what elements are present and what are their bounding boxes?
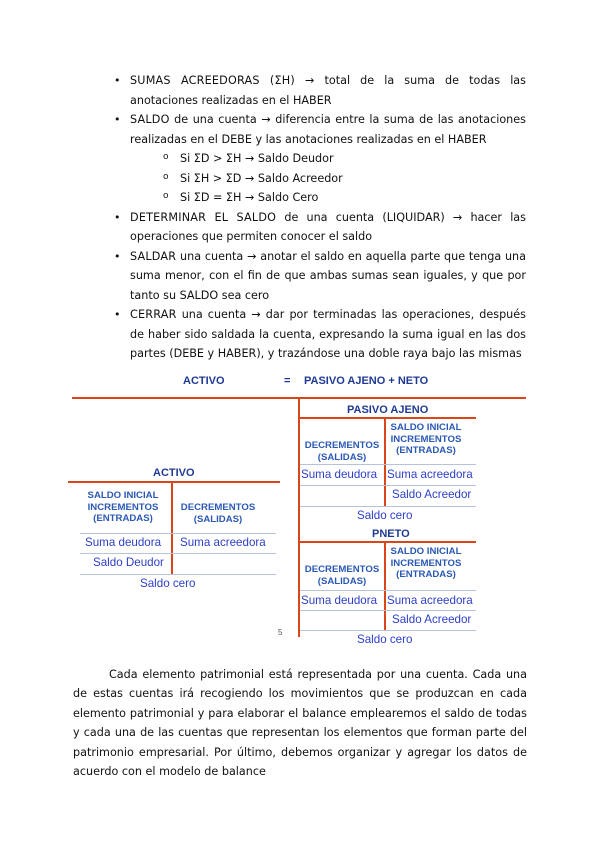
body-paragraph: Cada elemento patrimonial está representada por una cuenta. Cada una de estas cuentas irá recogiendo los movimientos que se produzcan en cada elemento patrimonial y para elaborar el balance emplearemos el saldo de todas y cada una de las cuentas que representan los elementos que forman parte del patrimonio empresarial. Por último, debemos organizar y agregar los datos de acuerdo con el modelo de balance [73, 668, 527, 779]
pasivo-saldo-cero: Saldo cero [357, 509, 413, 522]
activo-row-divider-3 [80, 574, 276, 575]
pneto-account-title: PNETO [372, 528, 410, 540]
pneto-divider [384, 541, 386, 631]
pneto-suma-acreedora: Suma acreedora [387, 594, 473, 607]
equation-pasivo-neto: PASIVO AJENO + NETO [304, 375, 429, 387]
equation-equals: = [284, 375, 291, 387]
pasivo-suma-deudora: Suma deudora [301, 468, 378, 481]
activo-debe-label: SALDO INICIAL INCREMENTOS (ENTRADAS) [87, 490, 159, 524]
pneto-debe-label: DECREMENTOS (SALIDAS) [304, 564, 380, 587]
activo-divider [171, 481, 173, 575]
saldo-case-deudor: o Si ΣD > ΣH → Saldo Deudor [180, 149, 526, 169]
bullet-sumas-acreedoras: • SUMAS ACREEDORAS (ΣH) → total de la suma de todas las anotaciones realizadas en el HABER [130, 71, 526, 110]
pasivo-row-divider-2 [300, 485, 476, 486]
pasivo-debe-label: DECREMENTOS (SALIDAS) [304, 440, 380, 463]
activo-suma-acreedora: Suma acreedora [180, 536, 266, 549]
pasivo-suma-acreedora: Suma acreedora [387, 468, 473, 481]
pasivo-haber-label: SALDO INICIAL INCREMENTOS (ENTRADAS) [390, 422, 462, 456]
pasivo-row-divider-3 [300, 506, 476, 507]
pneto-row-divider-2 [300, 610, 476, 611]
slide-page-mark: 5 [278, 628, 283, 637]
pneto-saldo-cero: Saldo cero [357, 633, 413, 646]
main-vertical-rule [298, 397, 300, 637]
activo-top-rule [68, 481, 280, 483]
activo-saldo-deudor: Saldo Deudor [93, 556, 164, 569]
pasivo-top-rule [300, 417, 476, 419]
pasivo-divider [384, 417, 386, 507]
pasivo-saldo-acreedor: Saldo Acreedor [392, 488, 472, 501]
activo-saldo-cero: Saldo cero [140, 577, 196, 590]
pneto-saldo-acreedor: Saldo Acreedor [392, 613, 472, 626]
bullet-saldo: • SALDO de una cuenta → diferencia entre la suma de las anotaciones realizadas en el DEBE y las anotaciones realizadas en el HABER o Si ΣD > ΣH → Saldo Deudor o Si ΣH > ΣD → Saldo Acreedor o Si ΣD = ΣH → Saldo Cero [130, 110, 526, 208]
activo-suma-deudora: Suma deudora [85, 536, 162, 549]
activo-haber-label: DECREMENTOS (SALIDAS) [180, 502, 256, 525]
saldo-case-acreedor: o Si ΣH > ΣD → Saldo Acreedor [180, 169, 526, 189]
bullet-determinar-saldo: • DETERMINAR EL SALDO de una cuenta (LIQUIDAR) → hacer las operaciones que permiten conocer el saldo [130, 208, 526, 247]
bullet-cerrar: • CERRAR una cuenta → dar por terminadas las operaciones, después de haber sido saldada la cuenta, expresando la suma igual en las dos partes (DEBE y HABER), y trazándose una doble raya bajo las mismas [130, 305, 526, 364]
pneto-suma-deudora: Suma deudora [301, 594, 378, 607]
equation-activo: ACTIVO [183, 375, 225, 387]
pneto-row-divider [300, 590, 476, 591]
pneto-haber-label: SALDO INICIAL INCREMENTOS (ENTRADAS) [390, 546, 462, 580]
pasivo-account-title: PASIVO AJENO [347, 404, 429, 416]
bullet-saldar: • SALDAR una cuenta → anotar el saldo en aquella parte que tenga una suma menor, con el fin de que ambas sumas sean iguales, y que por tanto su SALDO sea cero [130, 247, 526, 306]
pasivo-row-divider [300, 464, 476, 465]
activo-row-divider [80, 533, 276, 534]
activo-row-divider-2 [80, 553, 276, 554]
activo-account-title: ACTIVO [153, 467, 195, 479]
pneto-top-rule [300, 541, 476, 543]
saldo-case-cero: o Si ΣD = ΣH → Saldo Cero [180, 188, 526, 208]
pneto-row-divider-3 [300, 630, 476, 631]
